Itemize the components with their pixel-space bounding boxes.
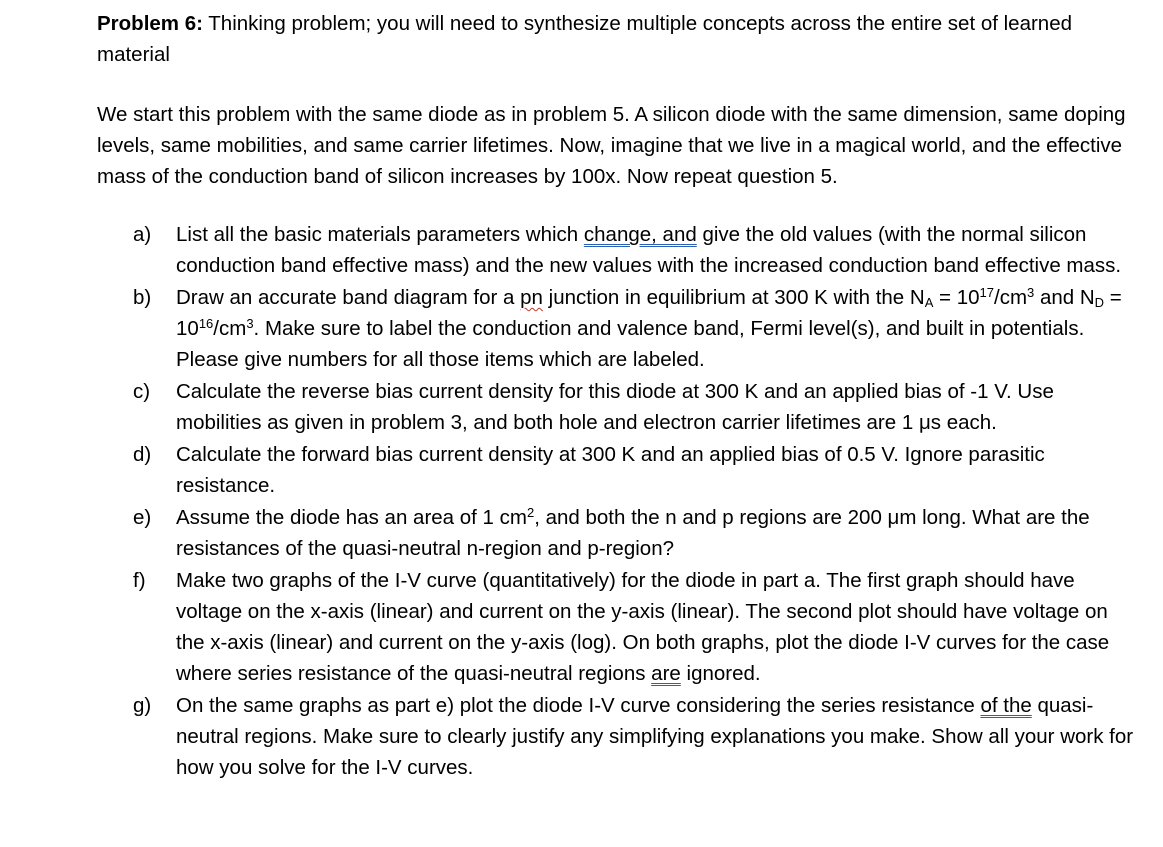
list-item-d [97, 439, 1137, 501]
item-text: = 10 [176, 286, 1122, 340]
list-marker: f) [133, 569, 146, 592]
problem-heading [97, 8, 1137, 70]
superscript: 16 [198, 316, 214, 331]
item-text: quasi-neutral regions. Make sure to clearly justify any simplifying explanations you make. Show all your work for how you solve for the I-V curves. [176, 694, 1134, 779]
item-text: give the old values (with the normal silicon conduction band effective mass) and the new values with the increased conduction band effective mass. [176, 223, 1122, 277]
item-text: Calculate the forward bias current density at 300 K and an applied bias of 0.5 V. Ignore parasitic resistance. [176, 443, 1045, 497]
superscript: 3 [246, 316, 254, 331]
problem-title: Thinking problem; you will need to synthesize multiple concepts across the entire set of learned material [97, 12, 1073, 66]
list-marker: c) [133, 380, 151, 403]
grammar-underline: of the [980, 694, 1032, 717]
document-page [97, 8, 1137, 784]
spelling-underline: pn [520, 286, 543, 309]
list-marker: e) [133, 506, 152, 529]
item-text: /cm [994, 286, 1028, 309]
list-marker: a) [133, 223, 152, 246]
item-text: junction in equilibrium at 300 K with the N [542, 286, 925, 309]
list-item-f [97, 565, 1137, 689]
problem-label: Problem 6: [97, 12, 203, 35]
list-item-c [97, 376, 1137, 438]
item-text: Make two graphs of the I-V curve (quantitatively) for the diode in part a. The first graph should have voltage on the x-axis (linear) and current on the y-axis (linear). The second plot should have voltage on the x-axis (linear) and current on the y-axis (log). On both graphs, plot the diode I-V curves for the case where series resistance of the quasi-neutral regions [176, 569, 1110, 685]
list-item-a [97, 219, 1137, 281]
item-text: Draw an accurate band diagram for a [176, 286, 521, 309]
subscript-d: D [1094, 295, 1105, 310]
intro-paragraph: We start this problem with the same diode as in problem 5. A silicon diode with the same dimension, same doping levels, same mobilities, and same carrier lifetimes. Now, imagine that we live in a magical world, and the effective mass of the conduction band of silicon increases by 100x. Now repeat question 5. [97, 103, 1126, 188]
grammar-underline: change, and [583, 223, 697, 246]
item-text: = 10 [933, 286, 980, 309]
item-text: and N [1034, 286, 1095, 309]
grammar-underline: are [651, 662, 681, 685]
list-marker: g) [133, 694, 152, 717]
superscript: 17 [979, 285, 994, 300]
superscript: 2 [526, 505, 535, 520]
list-item-b [97, 282, 1137, 375]
list-marker: b) [133, 286, 152, 309]
item-text: , and both the n and p regions are 200 μm long. What are the resistances of the quasi-neutral n-region and p-region? [176, 506, 1090, 560]
list-marker: d) [133, 443, 152, 466]
list-item-g [97, 690, 1137, 783]
superscript: 3 [1027, 285, 1035, 300]
list-item-e [97, 502, 1137, 564]
item-text: . Make sure to label the conduction and valence band, Fermi level(s), and built in potentials. Please give numbers for all those items which are labeled. [176, 317, 1085, 371]
item-text: List all the basic materials parameters which [176, 223, 584, 246]
item-text: On the same graphs as part e) plot the diode I-V curve considering the series resistance [176, 694, 981, 717]
subscript-a: A [924, 295, 934, 310]
item-text: ignored. [680, 662, 761, 685]
item-text: /cm [213, 317, 247, 340]
item-text: Assume the diode has an area of 1 cm [176, 506, 527, 529]
question-list [97, 219, 1137, 783]
item-text: Calculate the reverse bias current density for this diode at 300 K and an applied bias of -1 V. Use mobilities as given in problem 3, and both hole and electron carrier lifetimes are 1 μs each. [176, 380, 1054, 434]
